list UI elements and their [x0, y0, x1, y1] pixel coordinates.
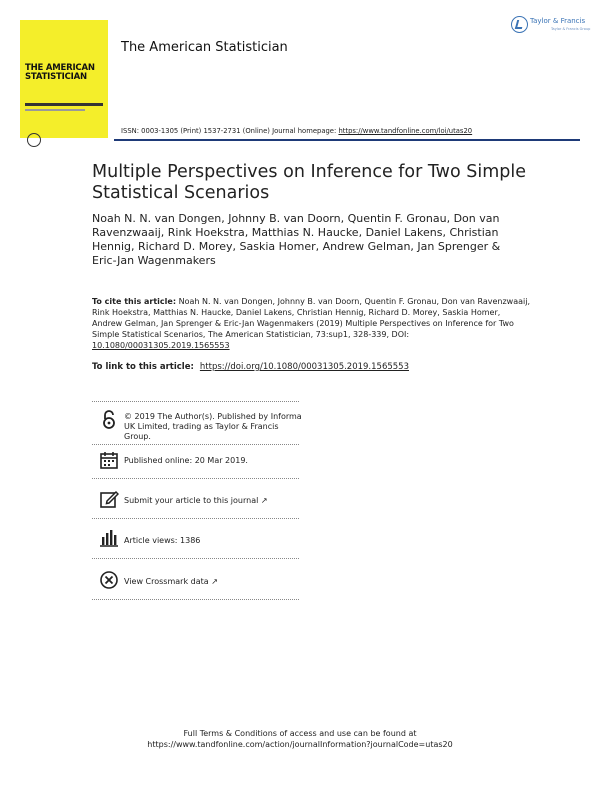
footer-terms-link[interactable]: https://www.tandfonline.com/action/journalInformation?journalCode=utas20: [147, 740, 453, 749]
article-title: Multiple Perspectives on Inference for Two Simple Statistical Scenarios: [92, 162, 527, 203]
tf-logo-name: Taylor & Francis: [530, 17, 586, 25]
crossmark-text: View Crossmark data: [124, 577, 209, 586]
divider: [92, 558, 299, 559]
external-link-icon: ↗: [211, 577, 218, 586]
citation-block: [92, 296, 532, 351]
open-access-icon: [99, 410, 119, 430]
cover-title: THE AMERICAN STATISTICIAN: [25, 63, 95, 82]
doi-link[interactable]: 10.1080/00031305.2019.1565553: [92, 341, 230, 350]
divider: [92, 444, 299, 445]
issn-text: ISSN: 0003-1305 (Print) 1537-2731 (Online) Journal homepage:: [121, 127, 339, 135]
footer: [0, 728, 600, 750]
taylor-francis-logo[interactable]: [511, 15, 591, 41]
edit-icon: [99, 489, 119, 509]
footer-line1: Full Terms & Conditions of access and use can be found at: [183, 729, 417, 738]
crossmark-icon: [99, 570, 119, 590]
calendar-icon: [99, 450, 119, 470]
citation-text: Noah N. N. van Dongen, Johnny B. van Doorn, Quentin F. Gronau, Don van Ravenzwaaij, Rink Hoekstra, Matthias N. Haucke, Daniel Lakens, Christian Hennig, Richard D. Morey, Saskia Homer, Andrew Gelman, Jan Sprenger & Eric-Jan Wagenmakers (2019) Multiple Perspectives on Inference for Two Simple Statistical Scenarios, The American Statistician, 73:sup1, 328-339, DOI:: [92, 297, 530, 339]
divider: [92, 518, 299, 519]
journal-cover-image: [20, 20, 108, 138]
issn-line: [121, 127, 472, 135]
article-authors: Noah N. N. van Dongen, Johnny B. van Doorn, Quentin F. Gronau, Don van Ravenzwaaij, Rink Hoekstra, Matthias N. Haucke, Daniel Lakens, Christian Hennig, Richard D. Morey, Saskia Homer, Andrew Gelman, Jan Sprenger & Eric-Jan Wagenmakers: [92, 212, 501, 267]
divider: [92, 401, 299, 402]
asa-seal-icon: [27, 133, 41, 147]
crossmark-link[interactable]: [124, 577, 218, 587]
journal-name: The American Statistician: [121, 40, 288, 55]
cover-subline: [25, 109, 85, 111]
divider: [92, 478, 299, 479]
link-line: [92, 362, 409, 372]
published-date: Published online: 20 Mar 2019.: [124, 456, 248, 465]
citation-label: To cite this article:: [92, 297, 177, 306]
article-url-link[interactable]: https://doi.org/10.1080/00031305.2019.1565553: [199, 362, 409, 372]
external-link-icon: ↗: [260, 496, 268, 505]
bar-chart-icon: [99, 528, 119, 548]
article-views[interactable]: Article views: 1386: [124, 536, 201, 545]
license-text: © 2019 The Author(s). Published by Informa UK Limited, trading as Taylor & Francis Group.: [124, 412, 302, 441]
submit-article-link[interactable]: [124, 496, 268, 506]
header-rule: [114, 139, 580, 141]
submit-article-text: Submit your article to this journal: [124, 496, 259, 505]
tf-logo-sub: Taylor & Francis Group: [551, 27, 591, 31]
journal-homepage-link[interactable]: https://www.tandfonline.com/loi/utas20: [338, 127, 473, 135]
link-label: To link to this article:: [92, 362, 194, 372]
tf-logo-icon: [511, 16, 528, 33]
cover-divider: [25, 103, 103, 106]
divider: [92, 599, 299, 600]
